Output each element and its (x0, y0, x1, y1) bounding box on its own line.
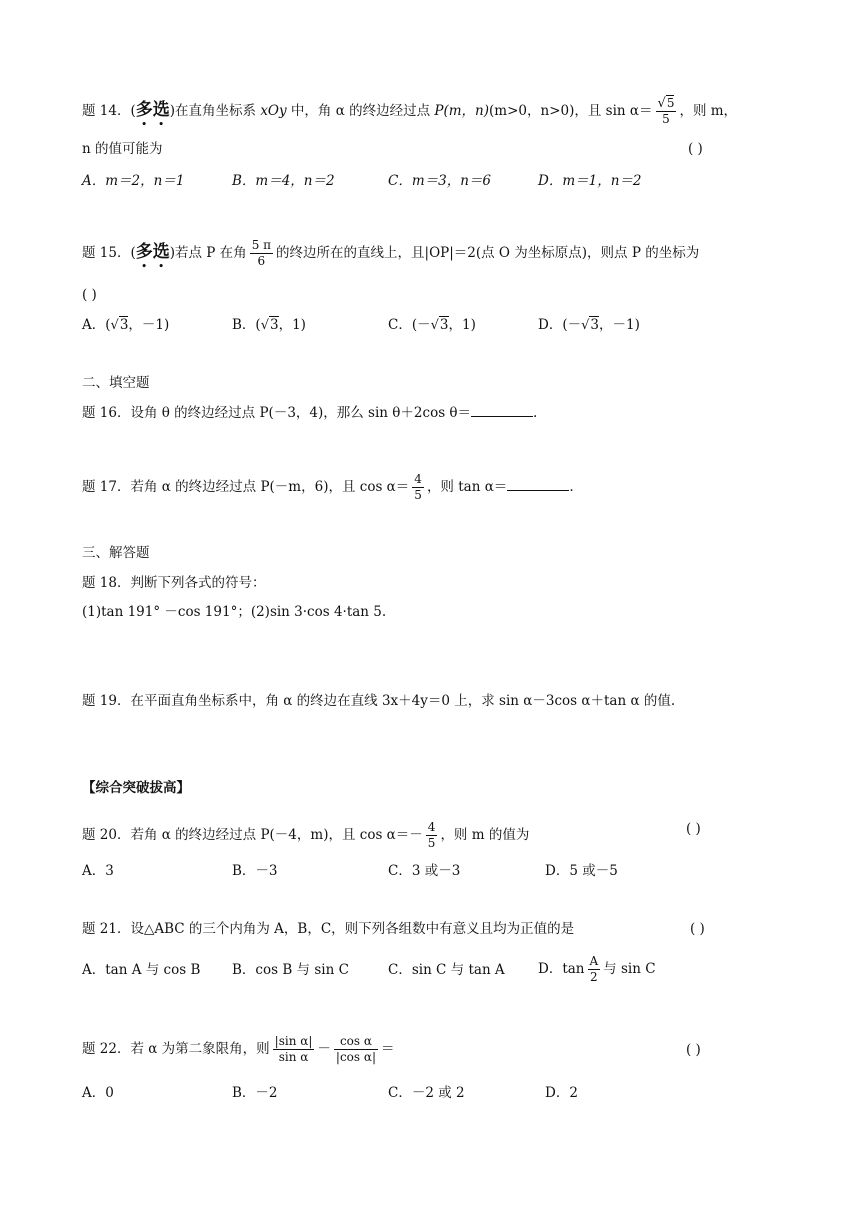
answer-paren: ( ) (688, 141, 703, 157)
multi-select-badge: 多选 (135, 242, 170, 262)
answer-blank[interactable] (471, 404, 533, 417)
q14-number: 题 14．( (82, 103, 136, 119)
q22-option-b: B．－2 (232, 1085, 278, 1101)
multi-select-badge: 多选 (135, 100, 170, 120)
section-heading-solve: 三、解答题 (82, 545, 150, 561)
q19-stem: 题 19．在平面直角坐标系中，角 α 的终边在直线 3x＋4y＝0 上，求 sin α－3cos α＋tan α 的值. (82, 693, 676, 709)
fraction: $\frac{√5}{5}$ (657, 96, 675, 126)
answer-paren: ( ) (686, 1042, 701, 1058)
q20-option-c: C．3 或－3 (388, 863, 461, 879)
q20-option-a: A．3 (82, 863, 114, 879)
answer-paren: ( ) (82, 287, 97, 303)
q21-option-d: D．tan $\frac{A}{2}$ 与 sin C (538, 954, 656, 984)
q14-option-d: D．m＝1，n＝2 (538, 173, 642, 189)
q21-option-b: B．cos B 与 sin C (232, 962, 349, 978)
q22-option-c: C．－2 或 2 (388, 1085, 465, 1101)
section-heading-comprehensive: 【综合突破拔高】 (82, 780, 190, 796)
q21-stem: 题 21．设△ABC 的三个内角为 A，B，C，则下列各组数中有意义且均为正值的是 (82, 921, 575, 937)
section-heading-fill-in: 二、填空题 (82, 375, 150, 391)
q14-option-b: B．m＝4，n＝2 (232, 173, 335, 189)
q20-option-d: D．5 或－5 (545, 863, 618, 879)
q18-expressions: (1)tan 191° －cos 191°；(2)sin 3·cos 4·tan 5. (82, 604, 387, 620)
answer-paren: ( ) (686, 821, 701, 837)
q22-option-d: D．2 (545, 1085, 578, 1101)
fraction: $\frac{5 \pi}{6}$ (251, 238, 272, 268)
fraction: $\frac{\text{cos α}}{\text{|cos α|}}$ (335, 1034, 377, 1064)
q14-option-a: A．m＝2，n＝1 (82, 173, 185, 189)
q21-option-c: C．sin C 与 tan A (388, 962, 505, 978)
q15-option-c: C．(－√3，1) (388, 317, 476, 333)
q22-stem: 题 22．若 α 为第二象限角，则 $\frac{\text{|sin α|}}{\text{sin α}}$ － $\frac{\text{cos α}}{\text{|cos α|}}$ ＝ (82, 1034, 395, 1064)
q15-stem: 题 15．(多选)若点 P 在角 $\frac{5 \pi}{6}$ 的终边所在的直线上，且|OP|＝2(点 O 为坐标原点)，则点 P 的坐标为 (82, 238, 700, 268)
q17-stem: 题 17．若角 α 的终边经过点 P(－m，6)，且 cos α＝ $\frac{4}{5}$ ，则 tan α＝ . (82, 472, 574, 502)
fraction: $\frac{4}{5}$ (427, 820, 436, 850)
q14-stem: 题 14．(多选)在直角坐标系 xOy 中，角 α 的终边经过点 P(m，n)(m>0，n>0)，且 sin α＝ $\frac{√5}{5}$ ，则 m， (82, 96, 738, 126)
q15-option-b: B．(√3，1) (232, 317, 306, 333)
answer-paren: ( ) (690, 921, 705, 937)
q14-option-c: C．m＝3，n＝6 (388, 173, 492, 189)
fraction: $\frac{\text{|sin α|}}{\text{sin α}}$ (274, 1034, 313, 1064)
fraction: $\frac{4}{5}$ (414, 472, 422, 502)
q18-stem: 题 18．判断下列各式的符号： (82, 575, 266, 591)
q16-stem: 题 16．设角 θ 的终边经过点 P(－3，4)，那么 sin θ＋2cos θ＝ . (82, 405, 538, 421)
q22-option-a: A．0 (82, 1085, 114, 1101)
q15-option-a: A．(√3，－1) (82, 317, 170, 333)
q15-option-d: D．(－√3，－1) (538, 317, 640, 333)
q20-stem: 题 20．若角 α 的终边经过点 P(－4，m)，且 cos α＝－ $\frac{4}{5}$ ，则 m 的值为 (82, 820, 530, 850)
q14-stem-line2: n 的值可能为 (82, 141, 163, 157)
q21-option-a: A．tan A 与 cos B (82, 962, 201, 978)
fraction: $\frac{A}{2}$ (589, 954, 599, 984)
answer-blank[interactable] (507, 478, 569, 491)
q20-option-b: B．－3 (232, 863, 278, 879)
